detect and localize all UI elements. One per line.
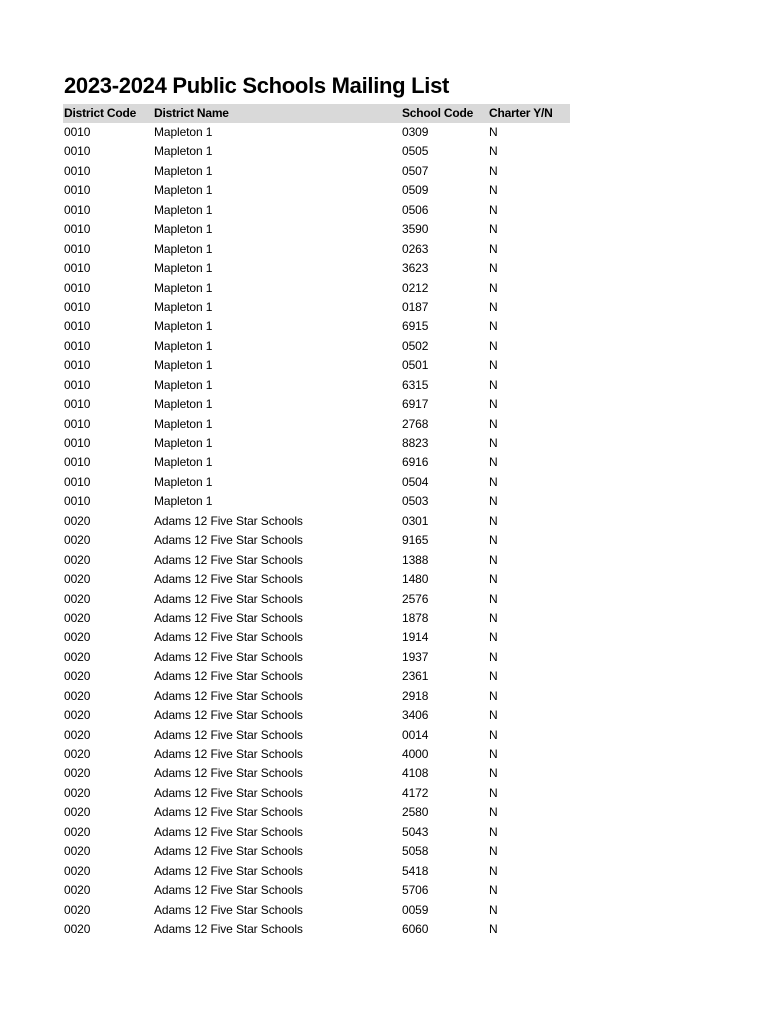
page-title: 2023-2024 Public Schools Mailing List <box>64 73 450 98</box>
district-name-cell: Mapleton 1 <box>154 299 213 314</box>
table-row <box>63 609 570 628</box>
charter-cell: N <box>489 649 498 664</box>
district-name-cell: Adams 12 Five Star Schools <box>154 630 303 645</box>
district-name-cell: Adams 12 Five Star Schools <box>154 785 303 800</box>
district-name-cell: Mapleton 1 <box>154 455 213 470</box>
school-code-cell: 0212 <box>402 280 429 295</box>
district-code-cell: 0010 <box>64 474 91 489</box>
district-code-cell: 0010 <box>64 358 91 373</box>
district-name-cell: Adams 12 Five Star Schools <box>154 669 303 684</box>
school-code-cell: 5418 <box>402 863 429 878</box>
district-name-cell: Adams 12 Five Star Schools <box>154 805 303 820</box>
district-name-cell: Mapleton 1 <box>154 183 213 198</box>
charter-cell: N <box>489 416 498 431</box>
table-row <box>63 259 570 278</box>
table-row <box>63 745 570 764</box>
table-row <box>63 901 570 920</box>
district-code-cell: 0010 <box>64 397 91 412</box>
school-code-cell: 2361 <box>402 669 429 684</box>
charter-cell: N <box>489 358 498 373</box>
district-code-cell: 0010 <box>64 416 91 431</box>
table-row <box>63 240 570 259</box>
table-row <box>63 415 570 434</box>
charter-cell: N <box>489 183 498 198</box>
district-code-cell: 0010 <box>64 183 91 198</box>
charter-cell: N <box>489 805 498 820</box>
district-code-cell: 0020 <box>64 844 91 859</box>
district-name-cell: Mapleton 1 <box>154 358 213 373</box>
table-header <box>63 104 570 123</box>
district-name-cell: Adams 12 Five Star Schools <box>154 649 303 664</box>
table-row <box>63 337 570 356</box>
school-code-cell: 0504 <box>402 474 429 489</box>
school-code-cell: 0506 <box>402 202 429 217</box>
charter-cell: N <box>489 202 498 217</box>
district-name-cell: Mapleton 1 <box>154 144 213 159</box>
district-code-cell: 0010 <box>64 455 91 470</box>
charter-cell: N <box>489 436 498 450</box>
table-row <box>63 823 570 842</box>
table-row <box>63 492 570 511</box>
table-row <box>63 648 570 667</box>
district-code-cell: 0010 <box>64 241 91 256</box>
school-code-cell: 0505 <box>402 144 429 159</box>
school-code-cell: 6917 <box>402 397 429 412</box>
charter-cell: N <box>489 883 498 898</box>
district-code-cell: 0020 <box>64 610 91 625</box>
district-code-cell: 0020 <box>64 921 91 936</box>
school-code-cell: 8823 <box>402 436 429 450</box>
district-name-cell: Mapleton 1 <box>154 202 213 217</box>
district-code-cell: 0020 <box>64 785 91 800</box>
table-row <box>63 920 570 939</box>
charter-cell: N <box>489 144 498 159</box>
table-row <box>63 862 570 881</box>
charter-cell: N <box>489 397 498 412</box>
district-name-cell: Mapleton 1 <box>154 280 213 295</box>
district-name-cell: Adams 12 Five Star Schools <box>154 902 303 917</box>
table-row <box>63 123 570 142</box>
district-name-cell: Adams 12 Five Star Schools <box>154 766 303 781</box>
charter-cell: N <box>489 669 498 684</box>
school-code-cell: 0301 <box>402 513 429 528</box>
district-code-cell: 0020 <box>64 863 91 878</box>
district-name-cell: Adams 12 Five Star Schools <box>154 844 303 859</box>
charter-cell: N <box>489 319 498 334</box>
table-row <box>63 142 570 161</box>
charter-cell: N <box>489 630 498 645</box>
table-row <box>63 317 570 336</box>
charter-cell: N <box>489 299 498 314</box>
charter-cell: N <box>489 844 498 859</box>
charter-cell: N <box>489 766 498 781</box>
charter-cell: N <box>489 455 498 470</box>
table-row <box>63 181 570 200</box>
charter-cell: N <box>489 280 498 295</box>
school-code-cell: 3406 <box>402 708 429 723</box>
header-charter: Charter Y/N <box>489 106 553 120</box>
district-code-cell: 0010 <box>64 163 91 178</box>
charter-cell: N <box>489 163 498 178</box>
table-row <box>63 628 570 647</box>
district-code-cell: 0010 <box>64 202 91 217</box>
district-code-cell: 0020 <box>64 766 91 781</box>
school-code-cell: 1480 <box>402 572 429 587</box>
district-name-cell: Mapleton 1 <box>154 474 213 489</box>
table-row <box>63 298 570 317</box>
district-name-cell: Adams 12 Five Star Schools <box>154 513 303 528</box>
district-code-cell: 0020 <box>64 902 91 917</box>
school-code-cell: 4108 <box>402 766 429 781</box>
school-code-cell: 0014 <box>402 727 429 742</box>
charter-cell: N <box>489 338 498 353</box>
school-code-cell: 5058 <box>402 844 429 859</box>
table-row <box>63 726 570 745</box>
charter-cell: N <box>489 785 498 800</box>
charter-cell: N <box>489 241 498 256</box>
district-code-cell: 0020 <box>64 727 91 742</box>
school-code-cell: 5043 <box>402 824 429 839</box>
school-code-cell: 6315 <box>402 377 429 392</box>
header-district-name: District Name <box>154 106 229 120</box>
district-code-cell: 0020 <box>64 708 91 723</box>
school-code-cell: 1878 <box>402 610 429 625</box>
district-name-cell: Adams 12 Five Star Schools <box>154 727 303 742</box>
table-row <box>63 531 570 550</box>
charter-cell: N <box>489 377 498 392</box>
school-code-cell: 0502 <box>402 338 429 353</box>
school-code-cell: 1388 <box>402 552 429 567</box>
school-code-cell: 4000 <box>402 747 429 761</box>
table-row <box>63 162 570 181</box>
charter-cell: N <box>489 747 498 761</box>
table-row <box>63 842 570 861</box>
school-code-cell: 0059 <box>402 902 429 917</box>
district-name-cell: Adams 12 Five Star Schools <box>154 747 303 761</box>
district-name-cell: Adams 12 Five Star Schools <box>154 863 303 878</box>
charter-cell: N <box>489 222 498 237</box>
school-code-cell: 6915 <box>402 319 429 334</box>
district-name-cell: Mapleton 1 <box>154 163 213 178</box>
charter-cell: N <box>489 591 498 606</box>
table-row <box>63 551 570 570</box>
school-code-cell: 9165 <box>402 533 429 548</box>
district-name-cell: Adams 12 Five Star Schools <box>154 921 303 936</box>
school-code-cell: 3623 <box>402 261 429 276</box>
table-row <box>63 570 570 589</box>
school-code-cell: 1914 <box>402 630 429 645</box>
school-code-cell: 2918 <box>402 688 429 703</box>
district-code-cell: 0010 <box>64 299 91 314</box>
table-row <box>63 395 570 414</box>
school-code-cell: 3590 <box>402 222 429 237</box>
district-code-cell: 0010 <box>64 436 91 450</box>
district-code-cell: 0020 <box>64 533 91 548</box>
table-row <box>63 434 570 453</box>
table-row <box>63 220 570 239</box>
district-name-cell: Mapleton 1 <box>154 125 213 139</box>
mailing-list-table <box>63 104 570 939</box>
district-name-cell: Mapleton 1 <box>154 436 213 450</box>
district-code-cell: 0010 <box>64 261 91 276</box>
school-code-cell: 0309 <box>402 125 429 139</box>
table-row <box>63 881 570 900</box>
district-code-cell: 0020 <box>64 649 91 664</box>
charter-cell: N <box>489 708 498 723</box>
district-name-cell: Mapleton 1 <box>154 338 213 353</box>
table-row <box>63 356 570 375</box>
school-code-cell: 0503 <box>402 494 429 509</box>
district-code-cell: 0020 <box>64 669 91 684</box>
charter-cell: N <box>489 921 498 936</box>
school-code-cell: 6916 <box>402 455 429 470</box>
header-school-code: School Code <box>402 106 474 120</box>
district-name-cell: Adams 12 Five Star Schools <box>154 533 303 548</box>
table-row <box>63 803 570 822</box>
district-code-cell: 0020 <box>64 883 91 898</box>
school-code-cell: 2580 <box>402 805 429 820</box>
district-code-cell: 0020 <box>64 513 91 528</box>
table-row <box>63 512 570 531</box>
charter-cell: N <box>489 688 498 703</box>
district-name-cell: Mapleton 1 <box>154 494 213 509</box>
table-row <box>63 279 570 298</box>
district-name-cell: Mapleton 1 <box>154 377 213 392</box>
charter-cell: N <box>489 824 498 839</box>
district-code-cell: 0010 <box>64 319 91 334</box>
table-row <box>63 706 570 725</box>
district-name-cell: Adams 12 Five Star Schools <box>154 610 303 625</box>
district-code-cell: 0020 <box>64 824 91 839</box>
district-code-cell: 0020 <box>64 805 91 820</box>
charter-cell: N <box>489 863 498 878</box>
charter-cell: N <box>489 513 498 528</box>
district-name-cell: Adams 12 Five Star Schools <box>154 883 303 898</box>
school-code-cell: 1937 <box>402 649 429 664</box>
charter-cell: N <box>489 494 498 509</box>
district-code-cell: 0010 <box>64 338 91 353</box>
charter-cell: N <box>489 533 498 548</box>
school-code-cell: 2576 <box>402 591 429 606</box>
district-code-cell: 0020 <box>64 688 91 703</box>
charter-cell: N <box>489 727 498 742</box>
charter-cell: N <box>489 474 498 489</box>
table-row <box>63 376 570 395</box>
charter-cell: N <box>489 572 498 587</box>
table-body <box>63 123 570 939</box>
district-name-cell: Mapleton 1 <box>154 397 213 412</box>
district-name-cell: Adams 12 Five Star Schools <box>154 552 303 567</box>
header-district-code: District Code <box>64 106 137 120</box>
school-code-cell: 0507 <box>402 163 429 178</box>
school-code-cell: 0509 <box>402 183 429 198</box>
charter-cell: N <box>489 125 498 139</box>
district-code-cell: 0020 <box>64 572 91 587</box>
charter-cell: N <box>489 261 498 276</box>
district-code-cell: 0020 <box>64 747 91 761</box>
school-code-cell: 6060 <box>402 921 429 936</box>
district-name-cell: Adams 12 Five Star Schools <box>154 591 303 606</box>
table-row <box>63 453 570 472</box>
district-name-cell: Adams 12 Five Star Schools <box>154 688 303 703</box>
district-code-cell: 0020 <box>64 630 91 645</box>
district-name-cell: Mapleton 1 <box>154 261 213 276</box>
district-name-cell: Mapleton 1 <box>154 416 213 431</box>
school-code-cell: 2768 <box>402 416 429 431</box>
district-code-cell: 0010 <box>64 144 91 159</box>
charter-cell: N <box>489 552 498 567</box>
district-name-cell: Mapleton 1 <box>154 319 213 334</box>
district-name-cell: Mapleton 1 <box>154 241 213 256</box>
district-name-cell: Adams 12 Five Star Schools <box>154 572 303 587</box>
school-code-cell: 4172 <box>402 785 429 800</box>
table-row <box>63 764 570 783</box>
table-row <box>63 473 570 492</box>
district-code-cell: 0010 <box>64 125 91 139</box>
school-code-cell: 0501 <box>402 358 429 373</box>
district-code-cell: 0010 <box>64 377 91 392</box>
district-name-cell: Adams 12 Five Star Schools <box>154 824 303 839</box>
district-code-cell: 0020 <box>64 591 91 606</box>
charter-cell: N <box>489 902 498 917</box>
district-code-cell: 0010 <box>64 222 91 237</box>
school-code-cell: 0263 <box>402 241 429 256</box>
district-name-cell: Adams 12 Five Star Schools <box>154 708 303 723</box>
table-row <box>63 590 570 609</box>
school-code-cell: 5706 <box>402 883 429 898</box>
district-code-cell: 0010 <box>64 280 91 295</box>
table-row <box>63 687 570 706</box>
header-row <box>63 104 570 123</box>
charter-cell: N <box>489 610 498 625</box>
table-row <box>63 667 570 686</box>
table-row <box>63 784 570 803</box>
table-row <box>63 201 570 220</box>
district-name-cell: Mapleton 1 <box>154 222 213 237</box>
district-code-cell: 0020 <box>64 552 91 567</box>
document-page <box>63 70 570 939</box>
district-code-cell: 0010 <box>64 494 91 509</box>
school-code-cell: 0187 <box>402 299 429 314</box>
